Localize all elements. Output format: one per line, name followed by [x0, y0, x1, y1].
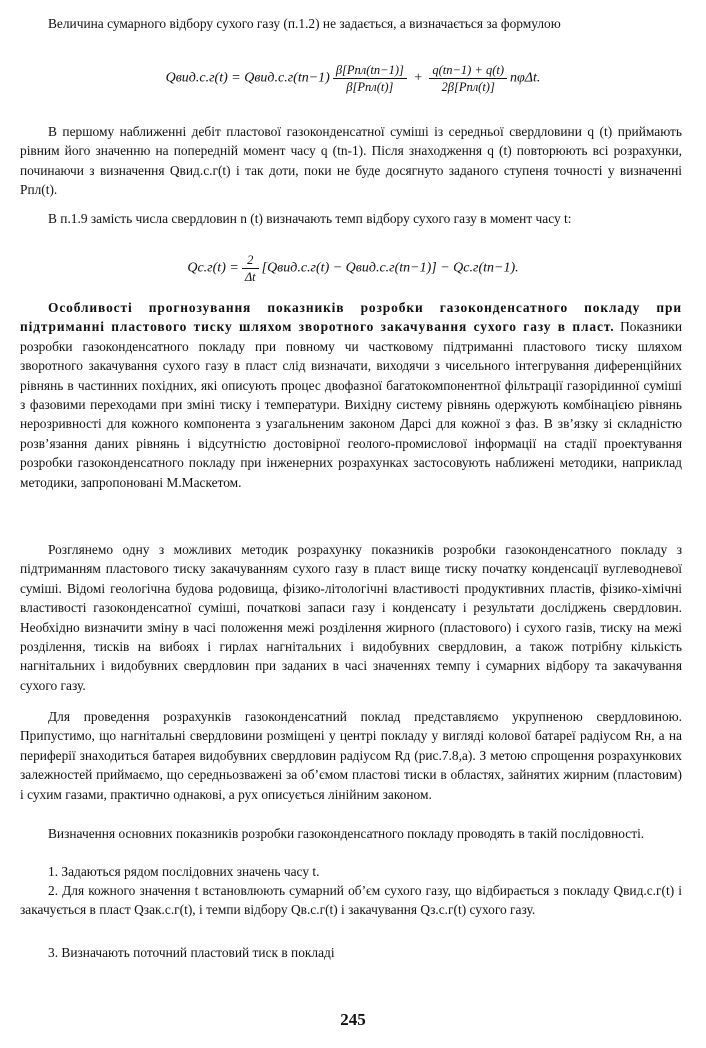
formula-2-numerator: 2 — [242, 252, 259, 269]
formula-1-fraction-2 — [429, 62, 507, 95]
list-item-3: 3. Визначають поточний пластовий тиск в покладі — [48, 945, 335, 960]
paragraph-5: Розглянемо одну з можливих методик розрахунку показників розробки газоконденсатного покладу з підтриманням пластового тиску закачуванням сухого газу в пласт вище тиску початку конденсації вуглеводневої суміші. Відомі геологічна будова родовища, фізико-літологічні властивості продуктивних пластів, фізико-хімічні властивості газоконденсатної суміші, початкові запаси газу і конденсату і результати досліджень свердловин. Необхідно визначити зміну в часі положення межі розділення жирного (пластового) і сухого газів, тиску на межі розділення, тисків на вибоях і гирлах нагнітальних і видобувних свердловин, а також потрібну кількість нагнітальних і видобувних свердловин при заданих в часі значеннях темпу і сумарних відбору та закачування сухого газу. — [20, 542, 682, 693]
formula-cumulative-withdrawal — [0, 62, 706, 95]
paragraph-2: В першому наближенні дебіт пластової газоконденсатної суміші із середньої свердловини q (t) приймають рівним його значенню на попередній момент часу q (tn-1). Після знаходження q (t) повторюють всі розрахунки, починаючи з визначення Qвид.с.г(t) і так доти, поки не буде досягнуто заданого ступеня точності у визначенні Pпл(t). — [20, 124, 682, 198]
paragraph-6: Для проведення розрахунків газоконденсатний поклад представляємо укрупненою свердловиною. Припустимо, що нагнітальні свердловини розміщені у центрі покладу у вигляді колової батареї радіусом Rн, а на периферії знаходиться батарея видобувних свердловин радіусом Rд (рис.7.8,а). З метою спрощення розрахункових залежностей приймаємо, що середньозважені за об’ємом пластові тиски в областях, зайнятих жирним (пластовим) і сухим газами, практично однакові, а рух описується лінійним законом. — [20, 709, 682, 802]
formula-2-denominator: Δt — [244, 270, 256, 284]
paragraph-7: Визначення основних показників розробки газоконденсатного покладу проводять в такій послідовності. — [48, 826, 645, 841]
formula-1-fraction-1 — [333, 62, 407, 95]
formula-1-frac2-numerator: q(tn−1) + q(t) — [429, 62, 507, 79]
formula-1-tail: nφΔt. — [510, 70, 541, 86]
formula-1-lhs: Qвид.с.г(t) = Qвид.с.г(tn−1) — [165, 70, 330, 86]
formula-withdrawal-rate — [0, 252, 706, 285]
list-item-1: 1. Задаються рядом послідовних значень часу t. — [48, 864, 320, 879]
formula-1-plus: + — [413, 70, 423, 86]
paragraph-4 — [20, 298, 682, 492]
formula-2-lhs: Qс.г(t) = — [187, 260, 239, 276]
formula-2-fraction — [242, 252, 259, 285]
paragraph-4-body: Показники розробки газоконденсатного покладу при повному чи частковому підтриманні пластового тиску шляхом зворотного закачування сухого газу в пласт слід визначати, виходячи з чисельного інтегрування диференційних рівнянь в частинних похідних, які описують процес двофазної багатокомпонентної фільтрації газорідинної суміші з фазовими переходами при зміні тиску і температури. Вихідну систему рівнянь одержують комбінацією рівнянь нерозривності для кожного компонента з узагальненим законом Дарсі для кожної з фаз. В зв’язку зі складністю розв’язання даних рівнянь і відсутністю достовірної геолого-промислової інформації на стадії проектування розробки газоконденсатного покладу при інженерних розрахунках застосовують наближені методики, наприклад методики, запропоновані М.Маскетом. — [20, 319, 682, 490]
paragraph-3: В п.1.9 замість числа свердловин n (t) визначають темп відбору сухого газу в момент часу t: — [48, 211, 572, 226]
paragraph-1: Величина сумарного відбору сухого газу (п.1.2) не задається, а визначається за формулою — [48, 16, 561, 31]
formula-1-frac1-numerator: β[Pпл(tn−1)] — [333, 62, 407, 79]
list-item-2: 2. Для кожного значення t встановлюють сумарний об’єм сухого газу, що відбирається з покладу Qвид.с.г(t) і закачується в пласт Qзак.с.г(t), і темпи відбору Qв.с.г(t) і закачування Qз.с.г(t) сухого газу. — [20, 883, 682, 918]
section-heading: Особливості прогнозування показників розробки газоконденсатного покладу при підтриманні пластового тиску шляхом зворотного закачування сухого газу в пласт. — [20, 300, 682, 335]
formula-1-frac2-denominator: 2β[Pпл(t)] — [441, 80, 495, 94]
formula-2-rhs: [Qвид.с.г(t) − Qвид.с.г(tn−1)] − Qс.г(tn−1). — [261, 260, 519, 276]
formula-1-frac1-denominator: β[Pпл(t)] — [346, 80, 394, 94]
page-number: 245 — [340, 1010, 366, 1029]
